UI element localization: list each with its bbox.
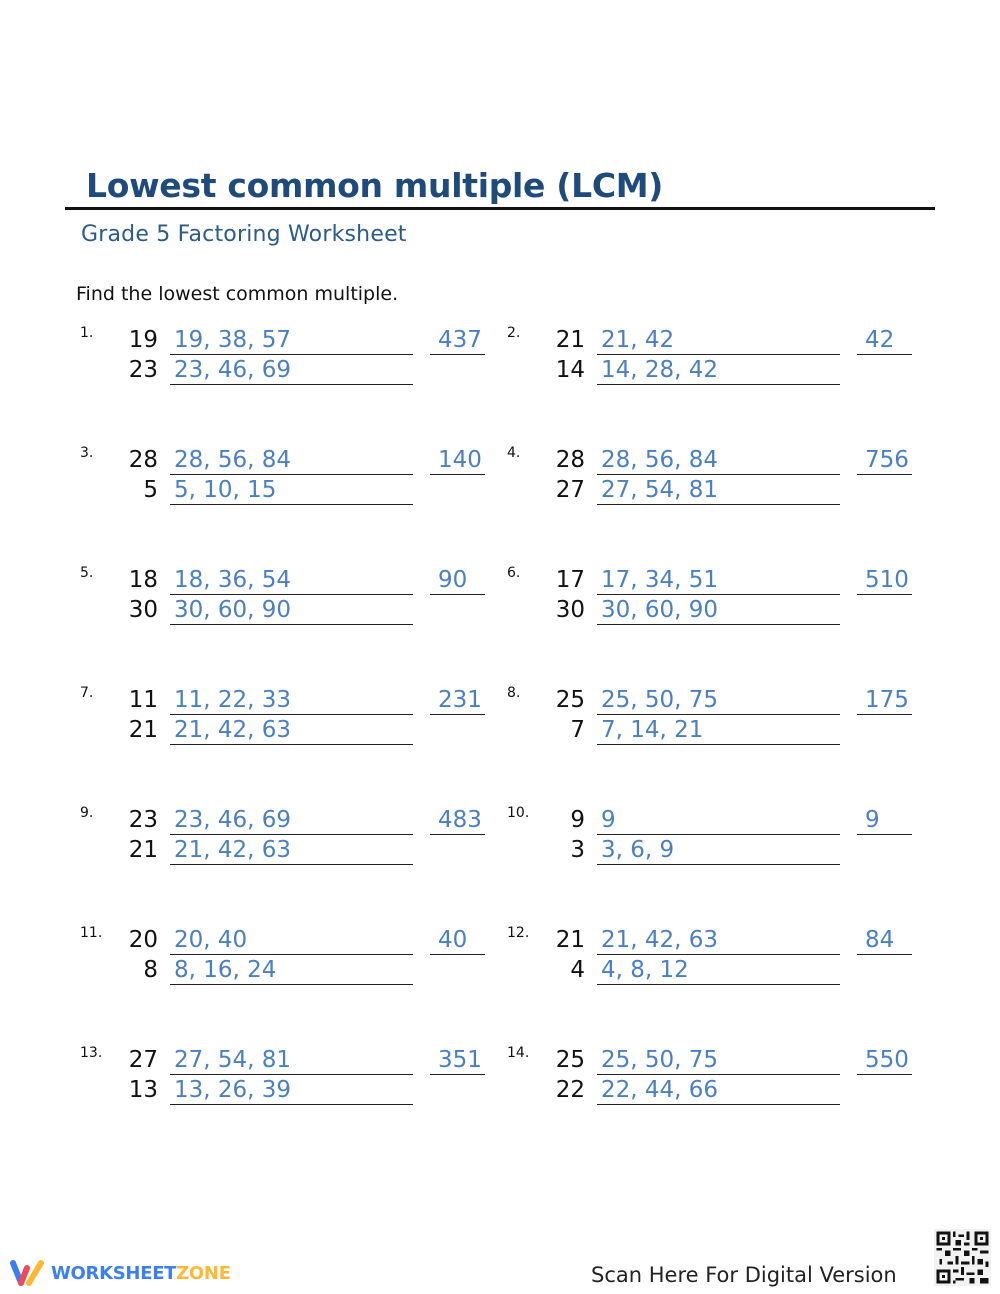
multiples-a-field[interactable]: 27, 54, 81	[170, 1045, 413, 1075]
number-a: 21	[555, 327, 585, 353]
problem-number: 1.	[80, 325, 94, 341]
number-a: 27	[128, 1047, 158, 1073]
problem-number: 8.	[507, 685, 521, 701]
problem-number: 3.	[80, 445, 94, 461]
number-b: 27	[555, 477, 585, 503]
multiples-b-field[interactable]: 13, 26, 39	[170, 1075, 413, 1105]
problem-6	[507, 565, 937, 635]
answer-field[interactable]: 90	[430, 565, 485, 595]
page-subtitle: Grade 5 Factoring Worksheet	[81, 222, 407, 247]
problem-number: 13.	[80, 1045, 103, 1061]
number-b: 5	[143, 477, 158, 503]
number-b: 22	[555, 1077, 585, 1103]
answer-field[interactable]: 437	[430, 325, 485, 355]
problem-5	[80, 565, 510, 635]
number-b: 30	[555, 597, 585, 623]
problem-10	[507, 805, 937, 875]
problem-14	[507, 1045, 937, 1115]
number-a: 23	[128, 807, 158, 833]
number-a: 28	[555, 447, 585, 473]
problem-9	[80, 805, 510, 875]
multiples-a-field[interactable]: 21, 42, 63	[597, 925, 840, 955]
multiples-b-field[interactable]: 27, 54, 81	[597, 475, 840, 505]
multiples-b-field[interactable]: 21, 42, 63	[170, 835, 413, 865]
problem-3	[80, 445, 510, 515]
multiples-a-field[interactable]: 21, 42	[597, 325, 840, 355]
multiples-b-field[interactable]: 14, 28, 42	[597, 355, 840, 385]
problem-12	[507, 925, 937, 995]
multiples-a-field[interactable]: 9	[597, 805, 840, 835]
number-b: 23	[128, 357, 158, 383]
multiples-a-field[interactable]: 18, 36, 54	[170, 565, 413, 595]
logo-word-zone: ZONE	[176, 1262, 231, 1284]
problem-4	[507, 445, 937, 515]
multiples-a-field[interactable]: 25, 50, 75	[597, 1045, 840, 1075]
number-a: 21	[555, 927, 585, 953]
number-b: 8	[143, 957, 158, 983]
answer-field[interactable]: 756	[857, 445, 912, 475]
number-b: 14	[555, 357, 585, 383]
answer-field[interactable]: 84	[857, 925, 912, 955]
problem-2	[507, 325, 937, 395]
qr-code-icon[interactable]	[934, 1229, 991, 1286]
multiples-b-field[interactable]: 5, 10, 15	[170, 475, 413, 505]
logo-text	[51, 1263, 231, 1284]
problem-number: 2.	[507, 325, 521, 341]
answer-field[interactable]: 550	[857, 1045, 912, 1075]
problem-number: 14.	[507, 1045, 530, 1061]
problem-number: 6.	[507, 565, 521, 581]
answer-field[interactable]: 140	[430, 445, 485, 475]
multiples-a-field[interactable]: 28, 56, 84	[170, 445, 413, 475]
problem-number: 5.	[80, 565, 94, 581]
multiples-b-field[interactable]: 21, 42, 63	[170, 715, 413, 745]
multiples-b-field[interactable]: 30, 60, 90	[597, 595, 840, 625]
multiples-a-field[interactable]: 25, 50, 75	[597, 685, 840, 715]
page-title: Lowest common multiple (LCM)	[86, 166, 664, 205]
number-a: 18	[128, 567, 158, 593]
title-divider	[65, 207, 935, 210]
number-b: 21	[128, 837, 158, 863]
answer-field[interactable]: 175	[857, 685, 912, 715]
multiples-a-field[interactable]: 23, 46, 69	[170, 805, 413, 835]
multiples-b-field[interactable]: 4, 8, 12	[597, 955, 840, 985]
number-b: 7	[570, 717, 585, 743]
problem-11	[80, 925, 510, 995]
problem-number: 12.	[507, 925, 530, 941]
answer-field[interactable]: 510	[857, 565, 912, 595]
number-a: 28	[128, 447, 158, 473]
answer-field[interactable]: 483	[430, 805, 485, 835]
multiples-b-field[interactable]: 22, 44, 66	[597, 1075, 840, 1105]
answer-field[interactable]: 42	[857, 325, 912, 355]
problem-number: 11.	[80, 925, 103, 941]
logo-icon	[9, 1258, 47, 1288]
multiples-a-field[interactable]: 19, 38, 57	[170, 325, 413, 355]
number-a: 20	[128, 927, 158, 953]
number-b: 3	[570, 837, 585, 863]
instruction-text: Find the lowest common multiple.	[76, 283, 399, 305]
multiples-a-field[interactable]: 28, 56, 84	[597, 445, 840, 475]
multiples-b-field[interactable]: 30, 60, 90	[170, 595, 413, 625]
number-a: 19	[128, 327, 158, 353]
problem-13	[80, 1045, 510, 1115]
problem-7	[80, 685, 510, 755]
problem-number: 9.	[80, 805, 94, 821]
number-a: 11	[128, 687, 158, 713]
number-b: 21	[128, 717, 158, 743]
multiples-b-field[interactable]: 23, 46, 69	[170, 355, 413, 385]
number-b: 13	[128, 1077, 158, 1103]
multiples-a-field[interactable]: 20, 40	[170, 925, 413, 955]
problem-number: 7.	[80, 685, 94, 701]
problem-number: 4.	[507, 445, 521, 461]
number-a: 17	[555, 567, 585, 593]
number-a: 25	[555, 687, 585, 713]
multiples-b-field[interactable]: 3, 6, 9	[597, 835, 840, 865]
problem-1	[80, 325, 510, 395]
scan-prompt: Scan Here For Digital Version	[591, 1263, 897, 1287]
answer-field[interactable]: 40	[430, 925, 485, 955]
logo-word-worksheet: WORKSHEET	[51, 1262, 177, 1284]
answer-field[interactable]: 351	[430, 1045, 485, 1075]
worksheet-zone-logo[interactable]	[9, 1258, 231, 1288]
answer-field[interactable]: 9	[857, 805, 912, 835]
answer-field[interactable]: 231	[430, 685, 485, 715]
multiples-a-field[interactable]: 11, 22, 33	[170, 685, 413, 715]
problem-number: 10.	[507, 805, 530, 821]
multiples-b-field[interactable]: 7, 14, 21	[597, 715, 840, 745]
multiples-b-field[interactable]: 8, 16, 24	[170, 955, 413, 985]
number-a: 25	[555, 1047, 585, 1073]
number-a: 9	[570, 807, 585, 833]
multiples-a-field[interactable]: 17, 34, 51	[597, 565, 840, 595]
number-b: 4	[570, 957, 585, 983]
number-b: 30	[128, 597, 158, 623]
problem-8	[507, 685, 937, 755]
